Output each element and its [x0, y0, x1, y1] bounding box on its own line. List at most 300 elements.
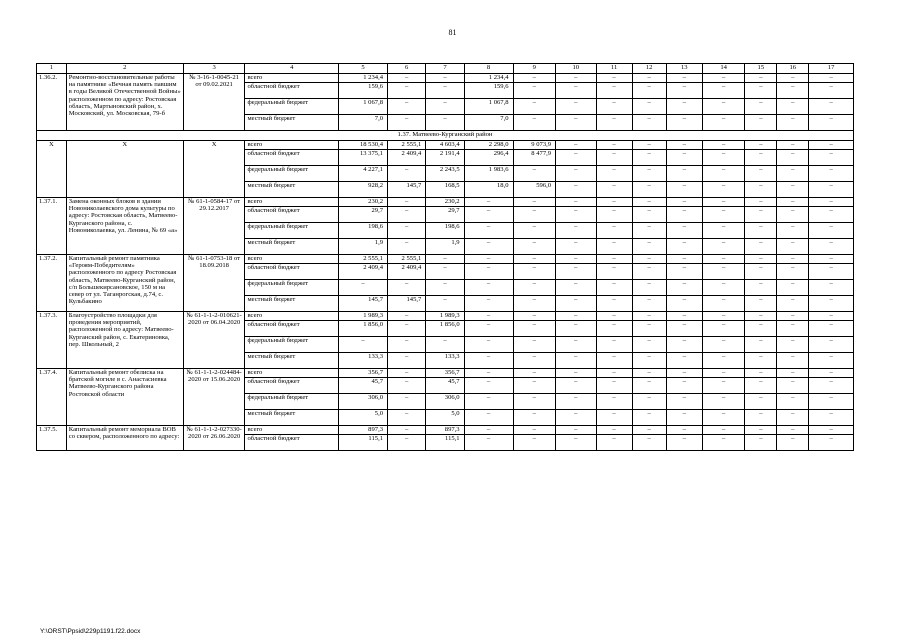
value-c14: – [702, 182, 745, 198]
value-c10: – [556, 83, 596, 99]
value-c7: 115,1 [426, 435, 464, 451]
value-c10: – [556, 312, 596, 321]
value-c9: 8 477,9 [513, 150, 556, 166]
value-c16: – [777, 115, 809, 131]
value-c10: – [556, 426, 596, 435]
value-c13: – [666, 426, 702, 435]
value-c8: – [464, 255, 513, 264]
value-c13: – [666, 223, 702, 239]
value-c12: – [632, 426, 666, 435]
value-c9: – [513, 296, 556, 312]
row-number: 1.37.2. [37, 255, 67, 312]
value-c8: – [464, 353, 513, 369]
value-c15: – [745, 83, 777, 99]
value-c9: – [513, 99, 556, 115]
value-c8: – [464, 264, 513, 280]
value-c17: – [809, 207, 854, 223]
value-c10: – [556, 435, 596, 451]
value-c17: – [809, 239, 854, 255]
value-c16: – [777, 150, 809, 166]
budget-label: местный бюджет [245, 182, 339, 198]
value-c6: – [388, 321, 426, 337]
value-c10: – [556, 141, 596, 150]
value-c10: – [556, 337, 596, 353]
value-c15: – [745, 353, 777, 369]
value-c11: – [596, 223, 632, 239]
value-c15: – [745, 239, 777, 255]
budget-label: всего [245, 369, 339, 378]
value-c5: 45,7 [339, 378, 388, 394]
value-c14: – [702, 239, 745, 255]
value-c6: 145,7 [388, 182, 426, 198]
header-cell: 10 [556, 64, 596, 74]
value-c9: 9 073,9 [513, 141, 556, 150]
value-c6: – [388, 239, 426, 255]
value-c15: – [745, 378, 777, 394]
expertise-doc: № 61-1-0753-18 от 18.09.2018 [183, 255, 245, 312]
value-c6: – [388, 280, 426, 296]
value-c16: – [777, 255, 809, 264]
value-c14: – [702, 435, 745, 451]
value-c7: – [426, 296, 464, 312]
value-c12: – [632, 378, 666, 394]
value-c6: – [388, 198, 426, 207]
value-c5: 1 856,0 [339, 321, 388, 337]
value-c11: – [596, 166, 632, 182]
value-c9: – [513, 394, 556, 410]
value-c17: – [809, 74, 854, 83]
budget-label: всего [245, 74, 339, 83]
budget-table [36, 63, 854, 451]
value-c10: – [556, 321, 596, 337]
value-c15: – [745, 394, 777, 410]
value-c10: – [556, 296, 596, 312]
value-c7: 1 989,3 [426, 312, 464, 321]
header-cell: 12 [632, 64, 666, 74]
value-c13: – [666, 198, 702, 207]
value-c15: – [745, 321, 777, 337]
value-c7: 356,7 [426, 369, 464, 378]
value-c17: – [809, 150, 854, 166]
value-c6: – [388, 337, 426, 353]
value-c8: – [464, 207, 513, 223]
value-c8: 7,0 [464, 115, 513, 131]
value-c7: – [426, 337, 464, 353]
value-c5: 159,6 [339, 83, 388, 99]
value-c13: – [666, 337, 702, 353]
value-c14: – [702, 353, 745, 369]
value-c6: – [388, 115, 426, 131]
value-c5: 133,3 [339, 353, 388, 369]
budget-label: всего [245, 141, 339, 150]
header-cell: 14 [702, 64, 745, 74]
header-cell: 6 [388, 64, 426, 74]
value-c15: – [745, 369, 777, 378]
value-c10: – [556, 378, 596, 394]
value-c6: 2 555,1 [388, 141, 426, 150]
value-c14: – [702, 296, 745, 312]
value-c5: 198,6 [339, 223, 388, 239]
value-c14: – [702, 369, 745, 378]
value-c5: 7,0 [339, 115, 388, 131]
value-c11: – [596, 115, 632, 131]
value-c7: – [426, 83, 464, 99]
value-c16: – [777, 321, 809, 337]
value-c13: – [666, 207, 702, 223]
object-name: X [66, 141, 183, 198]
value-c15: – [745, 337, 777, 353]
value-c13: – [666, 435, 702, 451]
value-c16: – [777, 74, 809, 83]
value-c17: – [809, 99, 854, 115]
value-c14: – [702, 321, 745, 337]
value-c14: – [702, 264, 745, 280]
budget-label: областной бюджет [245, 150, 339, 166]
value-c17: – [809, 198, 854, 207]
value-c16: – [777, 410, 809, 426]
value-c15: – [745, 198, 777, 207]
value-c7: 29,7 [426, 207, 464, 223]
value-c11: – [596, 394, 632, 410]
value-c7: 2 191,4 [426, 150, 464, 166]
value-c6: – [388, 353, 426, 369]
value-c17: – [809, 115, 854, 131]
value-c10: – [556, 150, 596, 166]
value-c11: – [596, 353, 632, 369]
header-cell: 1 [37, 64, 67, 74]
value-c16: – [777, 369, 809, 378]
value-c11: – [596, 312, 632, 321]
value-c7: – [426, 280, 464, 296]
budget-label: областной бюджет [245, 378, 339, 394]
value-c7: – [426, 115, 464, 131]
header-cell: 13 [666, 64, 702, 74]
value-c14: – [702, 150, 745, 166]
value-c17: – [809, 312, 854, 321]
value-c16: – [777, 166, 809, 182]
value-c13: – [666, 369, 702, 378]
value-c6: – [388, 410, 426, 426]
value-c16: – [777, 223, 809, 239]
value-c11: – [596, 264, 632, 280]
value-c8: – [464, 337, 513, 353]
value-c13: – [666, 99, 702, 115]
value-c11: – [596, 182, 632, 198]
value-c6: – [388, 99, 426, 115]
value-c9: – [513, 264, 556, 280]
value-c17: – [809, 182, 854, 198]
value-c10: – [556, 115, 596, 131]
value-c12: – [632, 369, 666, 378]
value-c16: – [777, 83, 809, 99]
value-c11: – [596, 435, 632, 451]
value-c9: 596,0 [513, 182, 556, 198]
value-c13: – [666, 353, 702, 369]
value-c12: – [632, 239, 666, 255]
table-row [37, 198, 854, 207]
value-c14: – [702, 378, 745, 394]
value-c10: – [556, 207, 596, 223]
value-c5: 306,0 [339, 394, 388, 410]
value-c9: – [513, 321, 556, 337]
value-c6: 145,7 [388, 296, 426, 312]
value-c12: – [632, 207, 666, 223]
row-number: X [37, 141, 67, 198]
value-c9: – [513, 83, 556, 99]
value-c16: – [777, 99, 809, 115]
object-name: Капитальный ремонт мемориала ВОВ со сквером, расположенного по адресу: [66, 426, 183, 451]
value-c16: – [777, 435, 809, 451]
value-c9: – [513, 378, 556, 394]
value-c11: – [596, 99, 632, 115]
expertise-doc: № 61-1-1-2-024484-2020 от 15.06.2020 [183, 369, 245, 426]
value-c6: – [388, 394, 426, 410]
value-c12: – [632, 353, 666, 369]
value-c15: – [745, 74, 777, 83]
value-c7: 230,2 [426, 198, 464, 207]
value-c12: – [632, 223, 666, 239]
value-c15: – [745, 166, 777, 182]
value-c12: – [632, 150, 666, 166]
value-c12: – [632, 99, 666, 115]
value-c5: 1 989,3 [339, 312, 388, 321]
value-c9: – [513, 312, 556, 321]
row-number: 1.37.5. [37, 426, 67, 451]
table-row [37, 255, 854, 264]
table-row [37, 312, 854, 321]
value-c7: – [426, 264, 464, 280]
budget-label: всего [245, 198, 339, 207]
value-c11: – [596, 255, 632, 264]
budget-label: федеральный бюджет [245, 166, 339, 182]
value-c12: – [632, 321, 666, 337]
value-c14: – [702, 99, 745, 115]
value-c10: – [556, 99, 596, 115]
value-c14: – [702, 83, 745, 99]
value-c16: – [777, 264, 809, 280]
value-c17: – [809, 353, 854, 369]
value-c8: 159,6 [464, 83, 513, 99]
value-c8: 1 234,4 [464, 74, 513, 83]
value-c13: – [666, 378, 702, 394]
value-c7: 45,7 [426, 378, 464, 394]
value-c6: – [388, 74, 426, 83]
value-c8: – [464, 394, 513, 410]
value-c16: – [777, 337, 809, 353]
value-c13: – [666, 296, 702, 312]
value-c14: – [702, 115, 745, 131]
value-c15: – [745, 280, 777, 296]
value-c15: – [745, 410, 777, 426]
value-c17: – [809, 337, 854, 353]
value-c9: – [513, 426, 556, 435]
header-cell: 4 [245, 64, 339, 74]
value-c10: – [556, 239, 596, 255]
value-c7: 2 243,5 [426, 166, 464, 182]
value-c17: – [809, 141, 854, 150]
object-name: Благоустройство площадки для проведения мероприятий, расположенной по адресу: Матвеево-Курганский район, с. Екатериновка, пер. Школьный, 2 [66, 312, 183, 369]
value-c9: – [513, 255, 556, 264]
value-c7: 5,0 [426, 410, 464, 426]
value-c14: – [702, 410, 745, 426]
value-c8: – [464, 239, 513, 255]
section-title-row [37, 131, 854, 141]
value-c11: – [596, 321, 632, 337]
page-number: 81 [448, 28, 457, 37]
value-c7: 897,3 [426, 426, 464, 435]
value-c15: – [745, 296, 777, 312]
value-c17: – [809, 264, 854, 280]
value-c12: – [632, 166, 666, 182]
value-c11: – [596, 150, 632, 166]
value-c13: – [666, 255, 702, 264]
value-c8: – [464, 369, 513, 378]
budget-label: федеральный бюджет [245, 99, 339, 115]
value-c12: – [632, 141, 666, 150]
value-c5: – [339, 280, 388, 296]
value-c15: – [745, 426, 777, 435]
value-c16: – [777, 296, 809, 312]
value-c15: – [745, 255, 777, 264]
value-c10: – [556, 394, 596, 410]
value-c6: 2 409,4 [388, 150, 426, 166]
value-c17: – [809, 435, 854, 451]
value-c5: 1 234,4 [339, 74, 388, 83]
value-c8: 2 298,0 [464, 141, 513, 150]
header-cell: 2 [66, 64, 183, 74]
value-c9: – [513, 166, 556, 182]
value-c13: – [666, 239, 702, 255]
budget-label: федеральный бюджет [245, 223, 339, 239]
header-cell: 8 [464, 64, 513, 74]
value-c12: – [632, 280, 666, 296]
value-c5: 4 227,1 [339, 166, 388, 182]
value-c8: – [464, 312, 513, 321]
budget-label: федеральный бюджет [245, 394, 339, 410]
value-c10: – [556, 223, 596, 239]
value-c14: – [702, 74, 745, 83]
value-c15: – [745, 141, 777, 150]
value-c12: – [632, 394, 666, 410]
value-c6: – [388, 166, 426, 182]
header-cell: 16 [777, 64, 809, 74]
expertise-doc: X [183, 141, 245, 198]
table-row [37, 141, 854, 150]
value-c9: – [513, 337, 556, 353]
value-c16: – [777, 312, 809, 321]
value-c9: – [513, 410, 556, 426]
value-c8: – [464, 435, 513, 451]
value-c11: – [596, 141, 632, 150]
budget-label: местный бюджет [245, 410, 339, 426]
expertise-doc: № 61-1-1-2-027330-2020 от 26.06.2020 [183, 426, 245, 451]
value-c17: – [809, 410, 854, 426]
value-c5: 2 555,1 [339, 255, 388, 264]
value-c8: 18,0 [464, 182, 513, 198]
value-c5: 1,9 [339, 239, 388, 255]
object-name: Капитальный ремонт памятника «Героям-Победителям» расположенного по адресу Ростовская область, Матвеево-Курганский район, с/п Большекирсановское, 150 м на север от ул. Таганрогская, д.74, с. Кульбакино [66, 255, 183, 312]
value-c11: – [596, 239, 632, 255]
value-c15: – [745, 223, 777, 239]
value-c14: – [702, 141, 745, 150]
value-c11: – [596, 83, 632, 99]
value-c11: – [596, 410, 632, 426]
value-c12: – [632, 264, 666, 280]
value-c5: 230,2 [339, 198, 388, 207]
row-number: 1.37.4. [37, 369, 67, 426]
value-c13: – [666, 394, 702, 410]
value-c10: – [556, 280, 596, 296]
value-c5: 356,7 [339, 369, 388, 378]
value-c13: – [666, 141, 702, 150]
row-number: 1.36.2. [37, 74, 67, 131]
budget-label: областной бюджет [245, 207, 339, 223]
value-c15: – [745, 115, 777, 131]
value-c10: – [556, 74, 596, 83]
expertise-doc: № 3-16-1-0045-21 от 09.02.2021 [183, 74, 245, 131]
value-c9: – [513, 115, 556, 131]
value-c17: – [809, 83, 854, 99]
header-cell: 11 [596, 64, 632, 74]
value-c8: – [464, 378, 513, 394]
value-c17: – [809, 166, 854, 182]
value-c7: 1,9 [426, 239, 464, 255]
value-c13: – [666, 150, 702, 166]
value-c5: 928,2 [339, 182, 388, 198]
header-cell: 15 [745, 64, 777, 74]
value-c16: – [777, 394, 809, 410]
table-row [37, 74, 854, 83]
value-c9: – [513, 353, 556, 369]
value-c6: – [388, 312, 426, 321]
value-c10: – [556, 198, 596, 207]
value-c8: – [464, 296, 513, 312]
value-c11: – [596, 378, 632, 394]
value-c12: – [632, 74, 666, 83]
value-c10: – [556, 410, 596, 426]
budget-label: федеральный бюджет [245, 280, 339, 296]
value-c9: – [513, 198, 556, 207]
object-name: Замена оконных блоков в здании Новониколаевского дома культуры по адресу: Ростовская область, Матвеево-Курганского района, с. Новониколаевка, ул. Ленина, № 69 «а» [66, 198, 183, 255]
value-c7: 168,5 [426, 182, 464, 198]
value-c6: 2 409,4 [388, 264, 426, 280]
value-c5: 18 530,4 [339, 141, 388, 150]
budget-label: всего [245, 426, 339, 435]
value-c12: – [632, 296, 666, 312]
expertise-doc: № 61-1-0584-17 от 29.12.2017 [183, 198, 245, 255]
value-c16: – [777, 141, 809, 150]
value-c5: 5,0 [339, 410, 388, 426]
value-c13: – [666, 264, 702, 280]
value-c11: – [596, 74, 632, 83]
value-c7: – [426, 99, 464, 115]
value-c16: – [777, 378, 809, 394]
value-c6: – [388, 369, 426, 378]
value-c15: – [745, 264, 777, 280]
value-c10: – [556, 166, 596, 182]
value-c11: – [596, 280, 632, 296]
budget-label: всего [245, 312, 339, 321]
value-c5: 115,1 [339, 435, 388, 451]
value-c15: – [745, 435, 777, 451]
value-c9: – [513, 223, 556, 239]
value-c13: – [666, 280, 702, 296]
value-c16: – [777, 280, 809, 296]
value-c13: – [666, 115, 702, 131]
value-c8: 296,4 [464, 150, 513, 166]
table-row [37, 426, 854, 435]
value-c13: – [666, 321, 702, 337]
